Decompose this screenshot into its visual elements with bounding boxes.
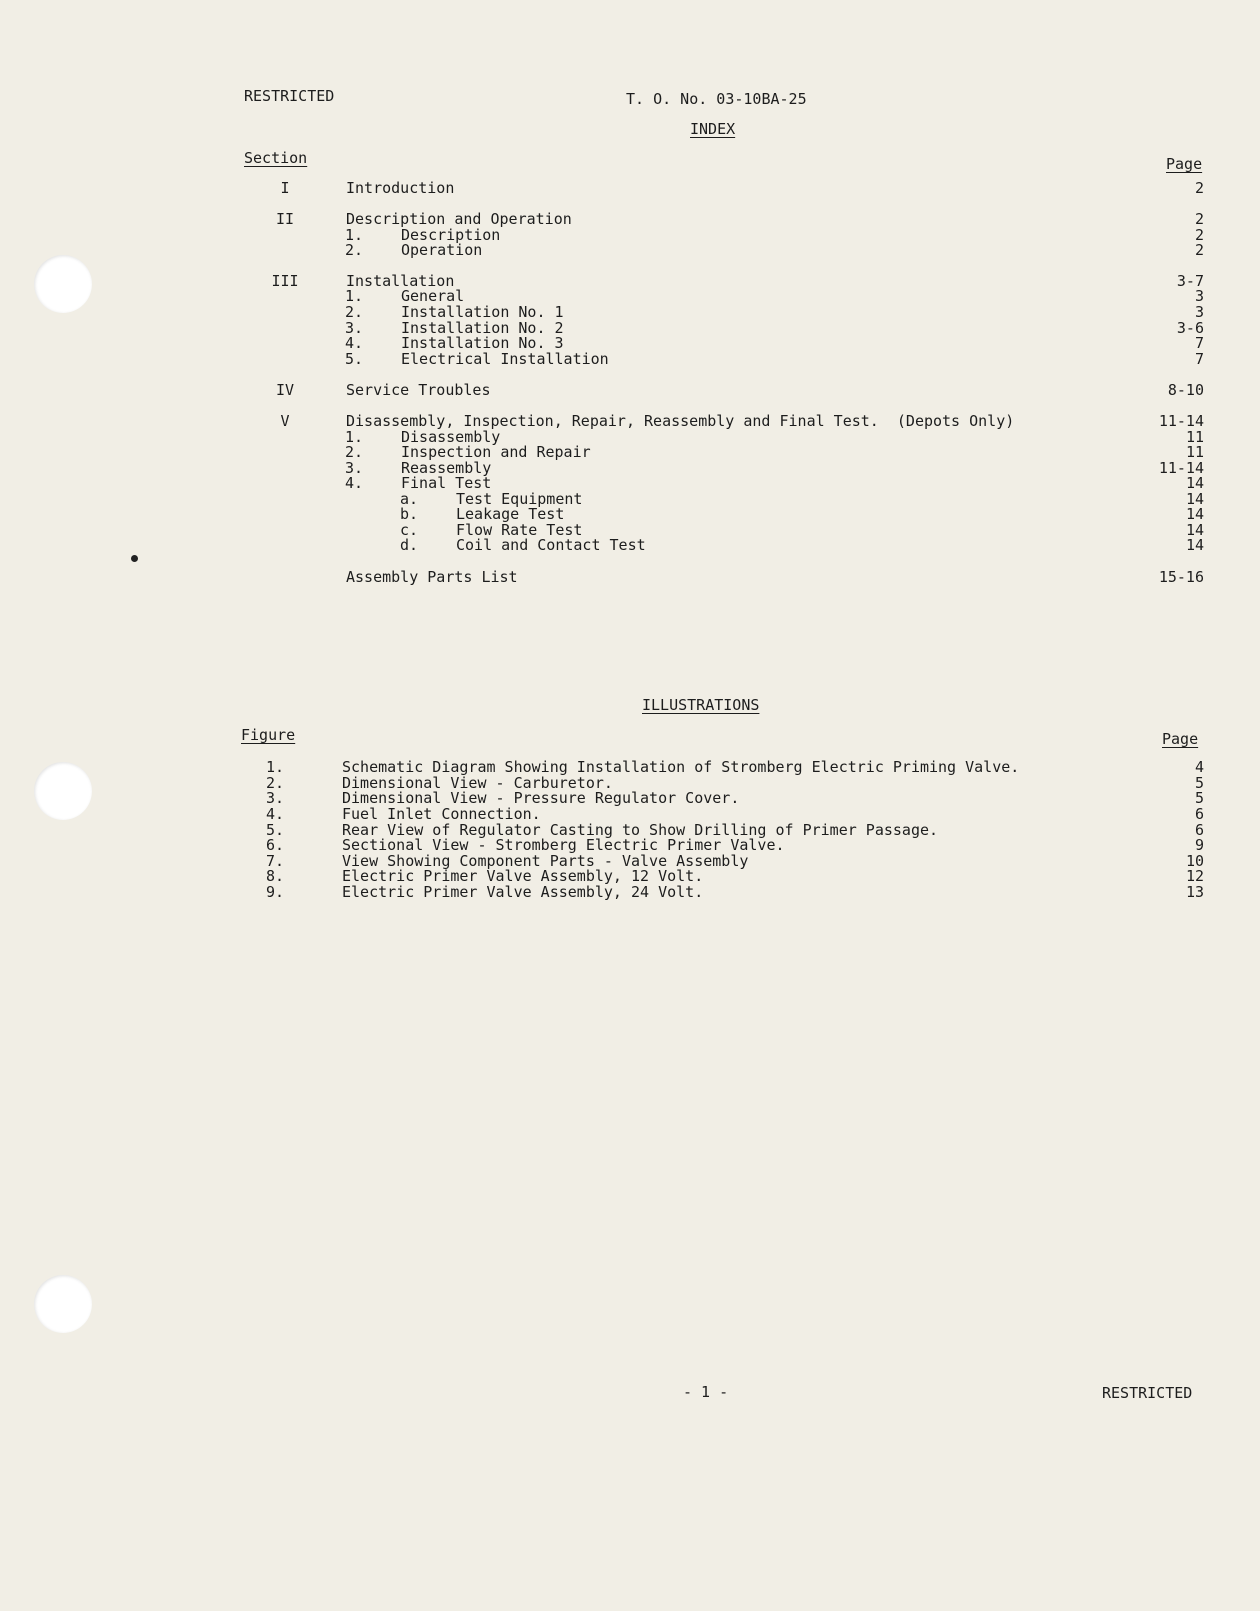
index-page-header: Page xyxy=(1166,155,1203,173)
figure-number: 1. xyxy=(266,758,285,776)
index-entry-text: Installation No. 2 xyxy=(401,319,564,337)
index-entry-text: Operation xyxy=(401,241,483,259)
index-section-numeral: I xyxy=(280,179,290,197)
index-entry-text: Test Equipment xyxy=(456,490,583,508)
index-entry-page: 14 xyxy=(1185,536,1204,554)
index-section-numeral: IV xyxy=(275,381,295,399)
index-subitem-letter: a. xyxy=(400,490,419,508)
index-entry-text: Reassembly xyxy=(401,459,492,477)
index-item-number: 5. xyxy=(345,350,364,368)
index-entry-page: 11 xyxy=(1185,428,1204,446)
index-entry-text: Assembly Parts List xyxy=(346,568,518,586)
index-item-number: 1. xyxy=(345,287,364,305)
index-entry-text: Coil and Contact Test xyxy=(456,536,646,554)
index-entry-page: 2 xyxy=(1194,210,1204,228)
figure-header: Figure xyxy=(241,726,296,744)
index-entry-text: Flow Rate Test xyxy=(456,521,583,539)
index-entry-text: Inspection and Repair xyxy=(401,443,591,461)
index-entry-page: 14 xyxy=(1185,521,1204,539)
binder-hole-top xyxy=(34,255,92,313)
index-title: INDEX xyxy=(690,120,736,138)
figure-page: 5 xyxy=(1194,774,1204,792)
figure-caption: Electric Primer Valve Assembly, 24 Volt. xyxy=(342,883,704,901)
index-entry-text: Description and Operation xyxy=(346,210,572,228)
figure-page: 6 xyxy=(1194,805,1204,823)
figure-page: 13 xyxy=(1185,883,1204,901)
illustrations-page-header: Page xyxy=(1162,730,1199,748)
figure-caption: Rear View of Regulator Casting to Show Drilling of Primer Passage. xyxy=(342,821,939,839)
figure-page: 12 xyxy=(1185,867,1204,885)
index-subitem-letter: c. xyxy=(400,521,419,539)
index-entry-text: Installation No. 3 xyxy=(401,334,564,352)
figure-caption: Electric Primer Valve Assembly, 12 Volt. xyxy=(342,867,704,885)
index-entry-page: 15-16 xyxy=(1158,568,1204,586)
ink-speck xyxy=(131,555,138,562)
figure-page: 9 xyxy=(1194,836,1204,854)
index-item-number: 3. xyxy=(345,319,364,337)
index-item-number: 4. xyxy=(345,474,364,492)
footer-restricted: RESTRICTED xyxy=(1102,1384,1193,1402)
index-entry-text: Installation No. 1 xyxy=(401,303,564,321)
index-entry-text: Description xyxy=(401,226,501,244)
figure-page: 4 xyxy=(1194,758,1204,776)
figure-caption: Dimensional View - Pressure Regulator Cover. xyxy=(342,789,740,807)
figure-number: 2. xyxy=(266,774,285,792)
index-section-numeral: II xyxy=(275,210,295,228)
figure-caption: View Showing Component Parts - Valve Assembly xyxy=(342,852,749,870)
index-entry-text: Electrical Installation xyxy=(401,350,609,368)
binder-hole-middle xyxy=(34,762,92,820)
figure-number: 4. xyxy=(266,805,285,823)
index-entry-page: 11-14 xyxy=(1158,459,1204,477)
page-number: - 1 - xyxy=(683,1383,729,1401)
index-entry-page: 3-7 xyxy=(1176,272,1204,290)
index-entry-page: 7 xyxy=(1194,334,1204,352)
index-entry-page: 8-10 xyxy=(1167,381,1204,399)
index-subitem-letter: d. xyxy=(400,536,419,554)
illustrations-title: ILLUSTRATIONS xyxy=(642,696,760,714)
figure-caption: Schematic Diagram Showing Installation of Stromberg Electric Priming Valve. xyxy=(342,758,1020,776)
index-section-numeral: V xyxy=(280,412,290,430)
index-item-number: 2. xyxy=(345,241,364,259)
index-entry-page: 3 xyxy=(1194,303,1204,321)
index-entry-text: General xyxy=(401,287,465,305)
figure-page: 10 xyxy=(1185,852,1204,870)
figure-caption: Dimensional View - Carburetor. xyxy=(342,774,613,792)
index-entry-page: 7 xyxy=(1194,350,1204,368)
index-entry-text: Leakage Test xyxy=(456,505,565,523)
index-entry-page: 11 xyxy=(1185,443,1204,461)
index-entry-text: Disassembly xyxy=(401,428,501,446)
figure-number: 8. xyxy=(266,867,285,885)
index-item-number: 2. xyxy=(345,303,364,321)
index-entry-text: Service Troubles xyxy=(346,381,491,399)
index-section-numeral: III xyxy=(271,272,299,290)
index-entry-page: 2 xyxy=(1194,226,1204,244)
figure-number: 5. xyxy=(266,821,285,839)
index-entry-page: 3-6 xyxy=(1176,319,1204,337)
index-item-number: 1. xyxy=(345,428,364,446)
header-restricted: RESTRICTED xyxy=(244,87,335,105)
index-entry-page: 14 xyxy=(1185,505,1204,523)
index-entry-text: Disassembly, Inspection, Repair, Reassembly and Final Test. (Depots Only) xyxy=(346,412,1015,430)
binder-hole-bottom xyxy=(34,1275,92,1333)
figure-number: 9. xyxy=(266,883,285,901)
index-entry-page: 14 xyxy=(1185,490,1204,508)
index-entry-page: 2 xyxy=(1194,241,1204,259)
figure-page: 5 xyxy=(1194,789,1204,807)
index-entry-page: 14 xyxy=(1185,474,1204,492)
index-entry-page: 11-14 xyxy=(1158,412,1204,430)
index-section-header: Section xyxy=(244,149,308,167)
figure-caption: Fuel Inlet Connection. xyxy=(342,805,541,823)
index-subitem-letter: b. xyxy=(400,505,419,523)
index-entry-text: Introduction xyxy=(346,179,455,197)
index-item-number: 3. xyxy=(345,459,364,477)
figure-caption: Sectional View - Stromberg Electric Primer Valve. xyxy=(342,836,785,854)
index-item-number: 1. xyxy=(345,226,364,244)
index-entry-text: Installation xyxy=(346,272,455,290)
index-item-number: 4. xyxy=(345,334,364,352)
index-entry-page: 3 xyxy=(1194,287,1204,305)
index-item-number: 2. xyxy=(345,443,364,461)
figure-number: 7. xyxy=(266,852,285,870)
doc-number: T. O. No. 03-10BA-25 xyxy=(626,90,807,108)
index-entry-page: 2 xyxy=(1194,179,1204,197)
figure-number: 3. xyxy=(266,789,285,807)
figure-page: 6 xyxy=(1194,821,1204,839)
figure-number: 6. xyxy=(266,836,285,854)
index-entry-text: Final Test xyxy=(401,474,492,492)
